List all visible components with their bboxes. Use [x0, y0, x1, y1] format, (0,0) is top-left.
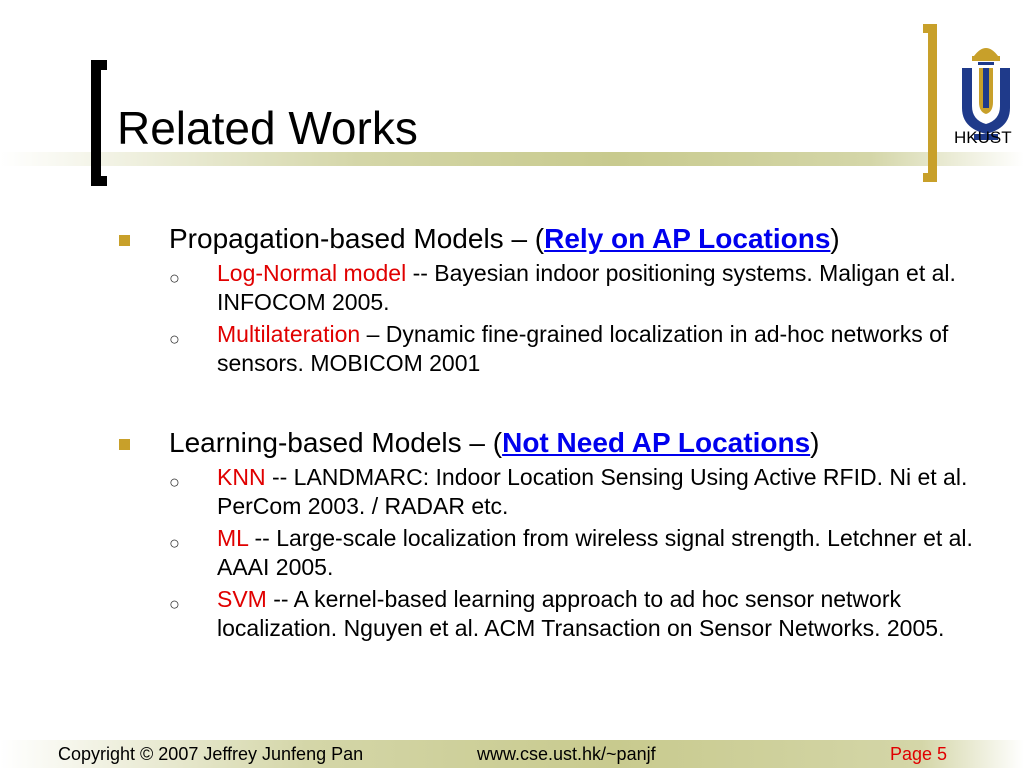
item-text: -- Bayesian indoor positioning systems. Maligan et al. INFOCOM 2005. [217, 260, 956, 315]
list-item [117, 585, 997, 643]
list-item [117, 524, 997, 582]
circle-bullet-icon: ○ [169, 268, 180, 288]
section-heading-suffix: ) [830, 223, 840, 254]
item-text: -- A kernel-based learning approach to ad hoc sensor network localization. Nguyen et al. ACM Transaction on Sensor Networks. 2005. [217, 586, 945, 641]
circle-bullet-icon: ○ [169, 594, 180, 614]
item-label: Log-Normal model [217, 260, 407, 286]
list-item [117, 320, 997, 378]
slide-footer [0, 740, 1024, 768]
section-heading-learning [117, 426, 997, 460]
circle-bullet-icon: ○ [169, 472, 180, 492]
item-label: KNN [217, 464, 266, 490]
item-text: – Dynamic fine-grained localization in ad-hoc networks of sensors. MOBICOM 2001 [217, 321, 949, 376]
square-bullet-icon [119, 235, 130, 246]
slide-content [117, 222, 997, 643]
footer-url: www.cse.ust.hk/~panjf [477, 744, 656, 764]
item-label: SVM [217, 586, 267, 612]
footer-copyright: Copyright © 2007 Jeffrey Junfeng Pan [58, 744, 364, 764]
section-key-phrase: Not Need AP Locations [502, 427, 811, 458]
left-bracket-decoration [91, 60, 107, 186]
item-text: -- LANDMARC: Indoor Location Sensing Using Active RFID. Ni et al. PerCom 2003. / RADAR etc. [217, 464, 968, 519]
section-spacer [117, 378, 997, 426]
circle-bullet-icon: ○ [169, 533, 180, 553]
section-key-phrase: Rely on AP Locations [544, 223, 831, 254]
section-heading-suffix: ) [810, 427, 820, 458]
square-bullet-icon [119, 439, 130, 450]
section-heading-prefix: Learning-based Models – ( [169, 427, 503, 458]
right-bracket-decoration [923, 24, 937, 182]
list-item [117, 463, 997, 521]
circle-bullet-icon: ○ [169, 329, 180, 349]
section-heading-propagation [117, 222, 997, 256]
logo-text: HKUST [954, 128, 1012, 147]
item-label: ML [217, 525, 249, 551]
list-item [117, 259, 997, 317]
footer-page-number: Page 5 [890, 744, 948, 764]
item-text: -- Large-scale localization from wireless signal strength. Letchner et al. AAAI 2005. [217, 525, 973, 580]
item-label: Multilateration [217, 321, 361, 347]
slide-title: Related Works [117, 102, 418, 154]
section-heading-prefix: Propagation-based Models – ( [169, 223, 545, 254]
